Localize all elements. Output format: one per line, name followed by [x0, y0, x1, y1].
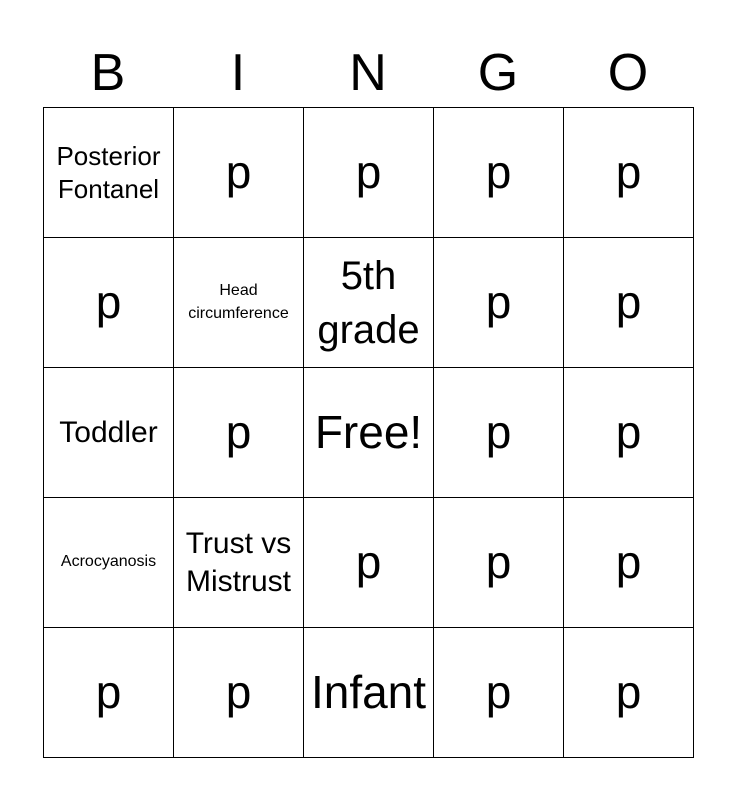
header-letter-o: O — [607, 44, 649, 102]
header-letter-g: G — [477, 44, 519, 102]
bingo-cell: p — [434, 238, 564, 368]
bingo-cell: Head circumference — [174, 238, 304, 368]
bingo-cell: p — [434, 108, 564, 238]
bingo-cell: p — [434, 628, 564, 758]
bingo-cell: p — [564, 368, 694, 498]
bingo-cell: Toddler — [44, 368, 174, 498]
bingo-cell: 5th grade — [304, 238, 434, 368]
bingo-cell: Trust vs Mistrust — [174, 498, 304, 628]
bingo-cell: p — [434, 368, 564, 498]
bingo-cell: p — [44, 628, 174, 758]
bingo-cell: p — [564, 238, 694, 368]
bingo-cell: Posterior Fontanel — [44, 108, 174, 238]
bingo-cell: p — [304, 108, 434, 238]
bingo-cell: Infant — [304, 628, 434, 758]
bingo-cell: p — [564, 108, 694, 238]
header-letter-n: N — [349, 44, 387, 102]
bingo-cell: p — [174, 628, 304, 758]
bingo-board — [43, 107, 694, 758]
header-letter-b: B — [90, 44, 126, 102]
bingo-header — [43, 40, 693, 106]
bingo-cell: p — [174, 108, 304, 238]
header-letter-i: I — [230, 44, 246, 102]
free-space-cell: Free! — [304, 368, 434, 498]
bingo-cell: p — [174, 368, 304, 498]
bingo-cell: p — [44, 238, 174, 368]
bingo-cell: p — [564, 498, 694, 628]
bingo-cell: p — [564, 628, 694, 758]
bingo-cell: Acrocyanosis — [44, 498, 174, 628]
bingo-cell: p — [304, 498, 434, 628]
bingo-cell: p — [434, 498, 564, 628]
